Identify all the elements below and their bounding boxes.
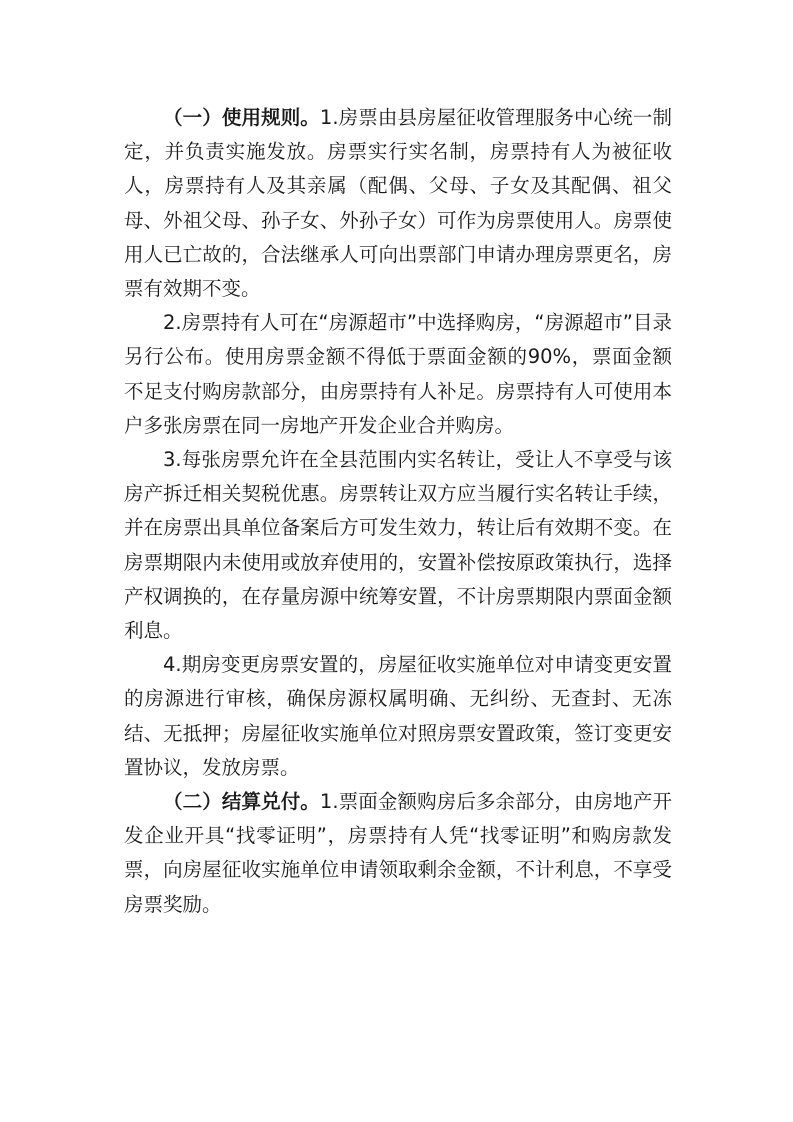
paragraph-usage-rules-3: 3.每张房票允许在全县范围内实名转让，受让人不享受与该房产拆迁相关契税优惠。房票转让双方应当履行实名转让手续，并在房票出具单位备案后方可发生效力，转让后有效期不变。在房票期限内未使用或放弃使用的，安置补偿按原政策执行，选择产权调换的，在存量房源中统筹安置，不计房票期限内票面金额利息。 xyxy=(124,448,672,643)
document-body xyxy=(124,101,672,922)
paragraph-text: 1.房票由县房屋征收管理服务中心统一制定，并负责实施发放。房票实行实名制，房票持有人为被征收人，房票持有人及其亲属（配偶、父母、子女及其配偶、祖父母、外祖父母、孙子女、外孙子女）可作为房票使用人。房票使用人已亡故的，合法继承人可向出票部门申请办理房票更名，房票有效期不变。 xyxy=(124,106,672,301)
paragraph-usage-rules-2: 2.房票持有人可在“房源超市”中选择购房，“房源超市”目录另行公布。使用房票金额不得低于票面金额的90%，票面金额不足支付购房款部分，由房票持有人补足。房票持有人可使用本户多张房票在同一房地产开发企业合并购房。 xyxy=(124,311,672,437)
section-heading-usage-rules: （一）使用规则。 xyxy=(163,106,320,129)
paragraph-settlement-1 xyxy=(124,785,672,922)
paragraph-usage-rules-1 xyxy=(124,101,672,306)
paragraph-text: 1.票面金额购房后多余部分，由房地产开发企业开具“找零证明”，房票持有人凭“找零证明”和购房款发票，向房屋征收实施单位申请领取剩余金额，不计利息，不享受房票奖励。 xyxy=(124,790,672,916)
section-heading-settlement: （二）结算兑付。 xyxy=(163,790,320,814)
paragraph-usage-rules-4: 4.期房变更房票安置的，房屋征收实施单位对申请变更安置的房源进行审核，确保房源权属明确、无纠纷、无查封、无冻结、无抵押；房屋征收实施单位对照房票安置政策，签订变更安置协议，发放房票。 xyxy=(124,653,672,779)
